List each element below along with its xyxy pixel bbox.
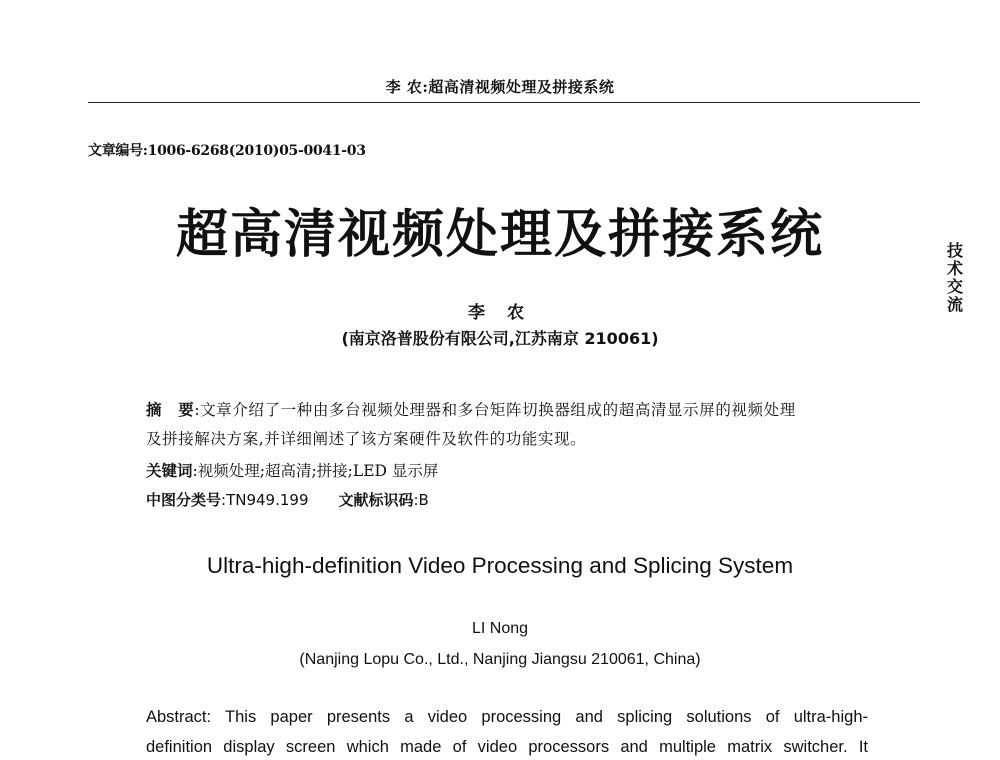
paper-title-en: Ultra-high-definition Video Processing and Splicing System bbox=[206, 553, 794, 578]
affiliation-en: (Nanjing Lopu Co., Ltd., Nanjing Jiangsu 210061, China) bbox=[299, 651, 701, 668]
side-tag-char: 流 bbox=[946, 295, 963, 314]
side-tag-char: 术 bbox=[946, 259, 963, 278]
abstract-zh-line-1 bbox=[146, 398, 796, 420]
paper-title-zh: 超高清视频处理及拼接系统 bbox=[175, 205, 824, 265]
author-zh: 李 农 bbox=[468, 303, 532, 323]
running-head: 李 农:超高清视频处理及拼接系统 bbox=[385, 78, 615, 96]
author-en: LI Nong bbox=[471, 620, 529, 637]
abstract-zh-line-2: 及拼接解决方案,并详细阐述了该方案硬件及软件的功能实现。 bbox=[146, 430, 587, 448]
keywords-label: 关键词 bbox=[146, 461, 193, 480]
keywords-line bbox=[146, 459, 438, 481]
doc-code-label: 文献标识码 bbox=[338, 491, 414, 509]
abstract-zh-text-1: :文章介绍了一种由多台视频处理器和多台矩阵切换器组成的超高清显示屏的视频处理 bbox=[194, 401, 796, 419]
side-tag-char: 交 bbox=[946, 277, 963, 296]
clc-label: 中图分类号 bbox=[146, 491, 222, 509]
abstract-en-line-2: definition display screen which made of video processors and multiple matrix switcher. It bbox=[146, 738, 868, 756]
header-rule bbox=[88, 102, 920, 103]
keywords-value: :视频处理;超高清;拼接;LED 显示屏 bbox=[192, 462, 439, 480]
affiliation-zh: (南京洛普股份有限公司,江苏南京 210061) bbox=[341, 329, 659, 348]
article-number: 文章编号:1006-6268(2010)05-0041-03 bbox=[88, 143, 366, 159]
doc-code-value: :B bbox=[413, 491, 429, 509]
abstract-zh-label: 摘 要 bbox=[146, 400, 195, 419]
abstract-en-line-1: Abstract: This paper presents a video processing and splicing solutions of ultra-high- bbox=[146, 708, 868, 726]
clc-value: :TN949.199 bbox=[221, 491, 309, 509]
classification-line bbox=[146, 489, 429, 510]
side-tag-char: 技 bbox=[946, 241, 963, 260]
